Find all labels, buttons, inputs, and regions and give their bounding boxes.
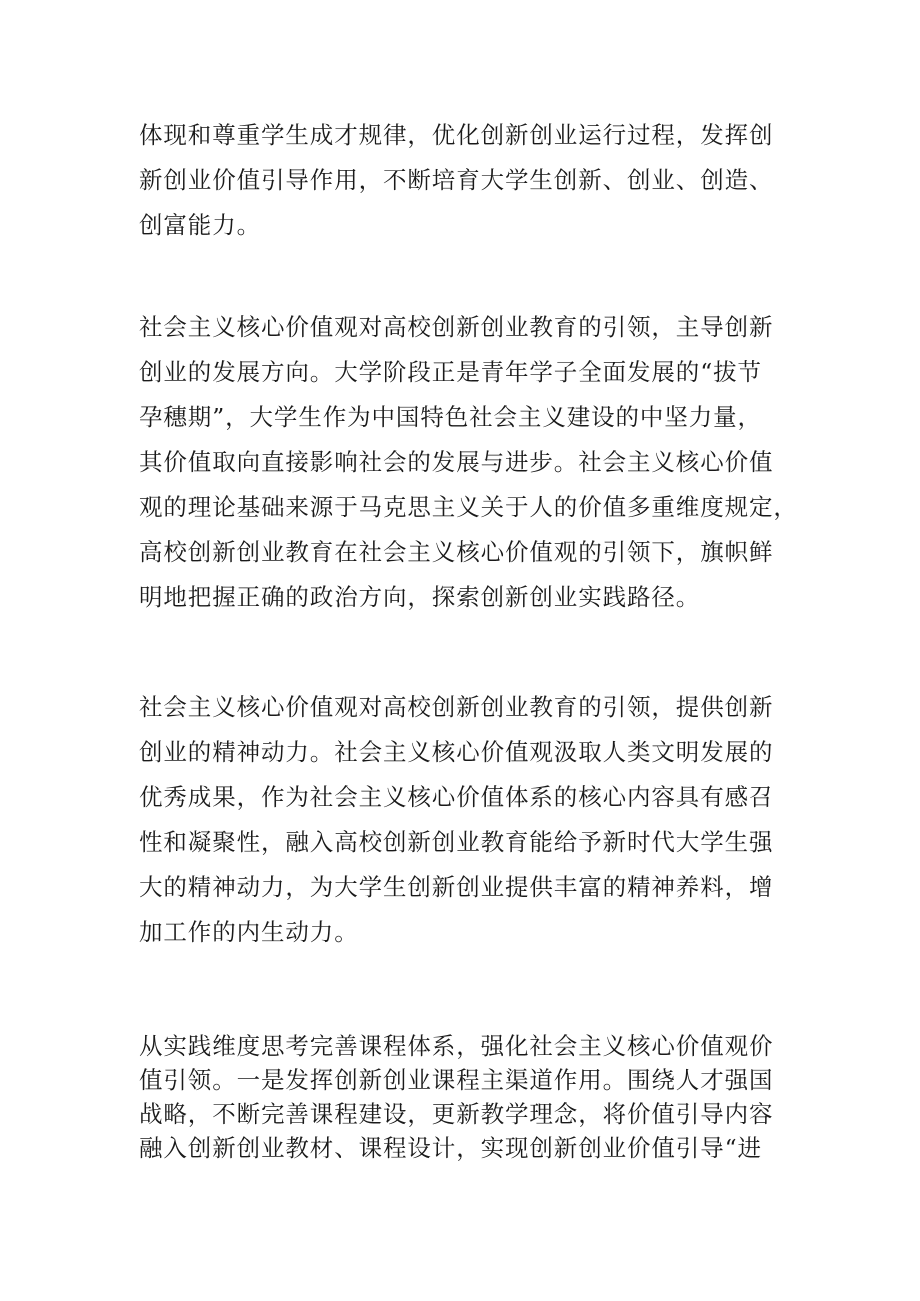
- text-line: 创业的精神动力。社会主义核心价值观汲取人类文明发展的: [139, 738, 774, 766]
- paragraph-2: [139, 305, 799, 620]
- text-line: 融入创新创业教材、课程设计，实现创新创业价值引导“进: [139, 1134, 762, 1162]
- text-line: 值引领。一是发挥创新创业课程主渠道作用。围绕人才强国: [139, 1066, 774, 1094]
- text-line: 孕穗期”，大学生作为中国特色社会主义建设的中坚力量，: [139, 403, 762, 431]
- text-line: 高校创新创业教育在社会主义核心价值观的引领下，旗帜鲜: [139, 538, 774, 566]
- paragraph-1: [139, 113, 799, 248]
- paragraph-3: [139, 685, 799, 955]
- text-line: 其价值取向直接影响社会的发展与进步。社会主义核心价值: [139, 448, 774, 476]
- text-line: 明地把握正确的政治方向，探索创新创业实践路径。: [139, 583, 701, 611]
- text-line: 新创业价值引导作用，不断培育大学生创新、创业、创造、: [139, 166, 774, 194]
- text-line: 社会主义核心价值观对高校创新创业教育的引领，主导创新: [139, 313, 774, 341]
- text-line: 社会主义核心价值观对高校创新创业教育的引领，提供创新: [139, 693, 774, 721]
- paragraph-4: [139, 1029, 799, 1165]
- text-line: 大的精神动力，为大学生创新创业提供丰富的精神养料，增: [139, 873, 774, 901]
- text-line: 优秀成果，作为社会主义核心价值体系的核心内容具有感召: [139, 783, 774, 811]
- text-line: 创业的发展方向。大学阶段正是青年学子全面发展的“拔节: [139, 358, 762, 386]
- text-line: 战略，不断完善课程建设，更新教学理念，将价值引导内容: [139, 1100, 774, 1128]
- text-line: 体现和尊重学生成才规律，优化创新创业运行过程，发挥创: [139, 121, 774, 149]
- text-line: 创富能力。: [139, 211, 261, 239]
- text-line: 加工作的内生动力。: [139, 918, 359, 946]
- text-line: 从实践维度思考完善课程体系，强化社会主义核心价值观价: [139, 1032, 774, 1060]
- text-line: 性和凝聚性，融入高校创新创业教育能给予新时代大学生强: [139, 828, 774, 856]
- text-line: 观的理论基础来源于马克思主义关于人的价值多重维度规定，: [139, 493, 798, 521]
